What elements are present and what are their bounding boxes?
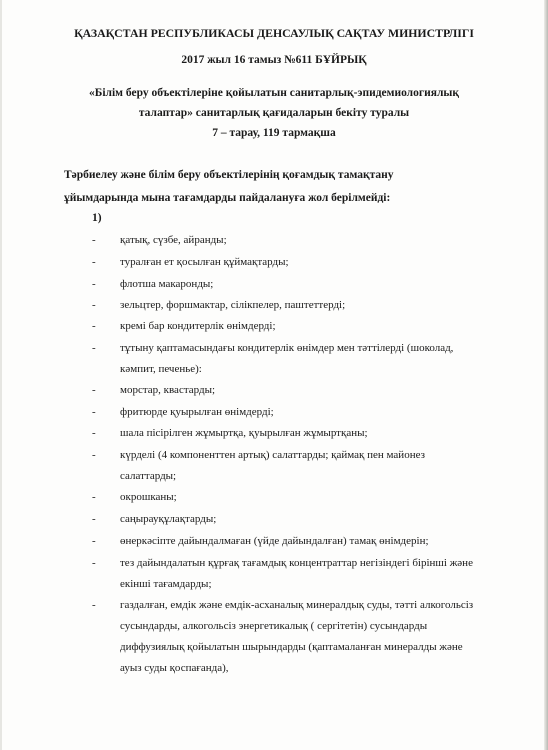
bullet-dash: - bbox=[92, 384, 96, 396]
list-item-text: ауыз суды қоспағанда), bbox=[120, 662, 229, 674]
bullet-dash: - bbox=[92, 599, 96, 611]
section-reference: 7 – тарау, 119 тармақша bbox=[212, 127, 336, 139]
bullet-dash: - bbox=[92, 342, 96, 354]
list-item-text: окрошканы; bbox=[120, 491, 177, 503]
list-item-text: шала пісірілген жұмыртқа, қуырылған жұмыртқаны; bbox=[120, 427, 368, 439]
list-item-text: туралған ет қосылған құймақтарды; bbox=[120, 256, 289, 268]
list-item-text: кәмпит, печенье): bbox=[120, 363, 202, 375]
rules-title-line-2: талаптар» санитарлық қағидаларын бекіту туралы bbox=[138, 107, 410, 119]
list-item-text: қатық, сүзбе, айранды; bbox=[120, 234, 227, 246]
list-item-text: тез дайындалатын құрғақ тағамдық концентраттар негізіндегі бірінші және bbox=[120, 557, 473, 569]
order-title: 2017 жыл 16 тамыз №611 БҰЙРЫҚ bbox=[181, 54, 367, 66]
list-item-text: саңырауқұлақтарды; bbox=[120, 513, 217, 525]
list-item-text: газдалған, емдік және емдік-асханалық минералдық суды, тәтті алкогольсіз bbox=[120, 599, 474, 611]
bullet-dash: - bbox=[92, 320, 96, 332]
rules-title-line-1: «Білім беру объектілеріне қойылатын санитарлық-эпидемиологиялық bbox=[88, 87, 460, 99]
bullet-dash: - bbox=[92, 535, 96, 547]
list-item-text: кремі бар кондитерлік өнімдерді; bbox=[120, 320, 276, 332]
bullet-dash: - bbox=[92, 513, 96, 525]
list-item-text: салаттарды; bbox=[120, 470, 177, 482]
ministry-title: ҚАЗАҚСТАН РЕСПУБЛИКАСЫ ДЕНСАУЛЫҚ САҚТАУ МИНИСТРЛІГІ bbox=[74, 26, 474, 40]
list-item-text: флотша макаронды; bbox=[120, 278, 214, 290]
subsection-number: 1) bbox=[92, 212, 102, 224]
bullet-dash: - bbox=[92, 491, 96, 503]
list-item-text: зельцтер, форшмактар, сілікпелер, паштеттерді; bbox=[120, 299, 346, 311]
bullet-dash: - bbox=[92, 427, 96, 439]
bullet-dash: - bbox=[92, 449, 96, 461]
bullet-dash: - bbox=[92, 278, 96, 290]
list-item-text: сусындарды, алкогольсіз энергетикалық ( сергітетін) сусындарды bbox=[120, 620, 428, 632]
intro-line-1: Тәрбиелеу және білім беру объектілерінің қоғамдық тамақтану bbox=[64, 169, 394, 181]
intro-line-2: ұйымдарында мына тағамдарды пайдалануға жол берілмейді: bbox=[64, 192, 391, 204]
list-item-text: морстар, квастарды; bbox=[120, 384, 216, 396]
list-item-text: өнеркәсіпте дайындалмаған (үйде дайындалған) тамақ өнімдерін; bbox=[120, 535, 429, 547]
list-item-text: тұтыну қаптамасындағы кондитерлік өнімдер мен тәттілерді (шоколад, bbox=[120, 342, 454, 354]
list-item-text: күрделі (4 компоненттен артық) салаттарды; қаймақ пен майонез bbox=[120, 449, 425, 461]
bullet-dash: - bbox=[92, 256, 96, 268]
bullet-dash: - bbox=[92, 299, 96, 311]
list-item-text: екінші тағамдарды; bbox=[120, 578, 212, 590]
bullet-dash: - bbox=[92, 557, 96, 569]
bullet-dash: - bbox=[92, 406, 96, 418]
list-item-text: диффузиялық қойылатын шырындарды (қаптамаланған минералды және bbox=[120, 641, 463, 653]
list-item-text: фритюрде қуырылған өнімдерді; bbox=[120, 406, 274, 418]
bullet-dash: - bbox=[92, 234, 96, 246]
